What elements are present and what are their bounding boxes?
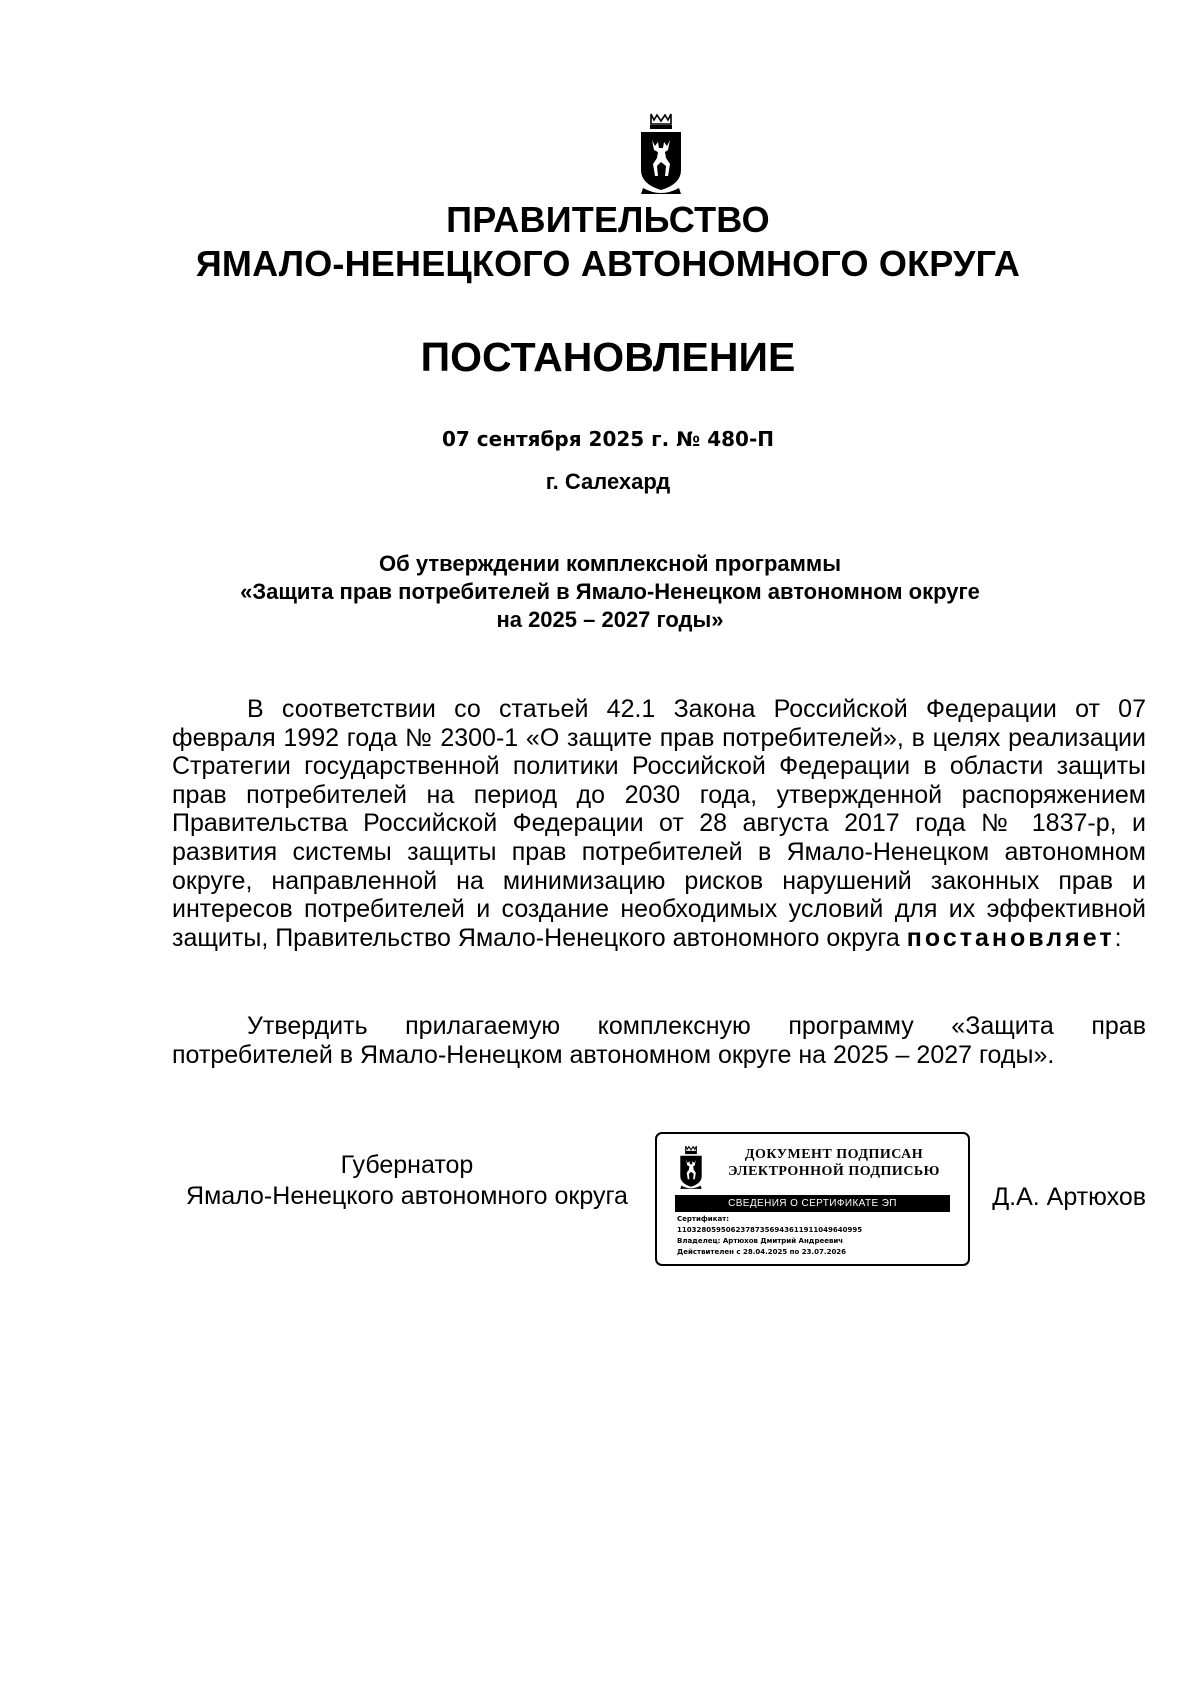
electronic-signature-stamp [655, 1132, 970, 1266]
stamp-title [719, 1146, 949, 1180]
certificate-info-bar: СВЕДЕНИЯ О СЕРТИФИКАТЕ ЭП [675, 1195, 950, 1212]
body-paragraph-2: Утвердить прилагаемую комплексную программу «Защита прав потребителей в Ямало-Ненецком автономном округе на 2025 – 2027 годы». [172, 1012, 1146, 1069]
subject-line3: на 2025 – 2027 годы» [496, 607, 724, 632]
document-place: г. Салехард [545, 469, 671, 494]
org-title-line2: ЯМАЛО-НЕНЕЦКОГО АВТОНОМНОГО ОКРУГА [195, 243, 1021, 284]
coat-of-arms-emblem [637, 112, 685, 198]
body-paragraph-1 [172, 695, 1146, 952]
decree-keyword: постановляет [906, 923, 1115, 952]
subject-line2: «Защита прав потребителей в Ямало-Ненецком автономном округе [240, 579, 980, 604]
signatory-position [172, 1150, 642, 1212]
document-subject [170, 550, 1050, 634]
certificate-details [677, 1214, 962, 1258]
org-title-line1: ПРАВИТЕЛЬСТВО [446, 199, 770, 240]
certificate-validity: Действителен с 28.04.2025 по 23.07.2026 [677, 1248, 847, 1256]
paragraph-1-end: : [1114, 923, 1122, 952]
signatory-position-line1: Губернатор [340, 1151, 474, 1179]
signatory-position-line2: Ямало-Ненецкого автономного округа [186, 1182, 628, 1210]
signatory-name: Д.А. Артюхов [992, 1183, 1146, 1211]
certificate-label: Сертификат: [677, 1215, 730, 1223]
stamp-emblem-icon [678, 1145, 704, 1191]
certificate-number: 11032805950623787356943611911049640995 [677, 1226, 863, 1234]
stamp-title-line1: ДОКУМЕНТ ПОДПИСАН [744, 1147, 924, 1162]
paragraph-1-text: В соответствии со статьей 42.1 Закона Российской Федерации от 07 февраля 1992 года № 2300-1 «О защите прав потребителей», в целях реализации Стратегии государственной политики Российской Федерации в области защиты прав потребителей на период до 2030 года, утвержденной распоряжением Правительства Российской Федерации от 28 августа 2017 года № 1837-р, и развития системы защиты прав потребителей в Ямало-Ненецком автономном округе, направленной на минимизацию рисков нарушений законных прав и интересов потребителей и создание необходимых условий для их эффективной защиты, Правительство Ямало-Ненецкого автономного округа [172, 695, 1146, 952]
certificate-owner: Владелец: Артюхов Дмитрий Андреевич [677, 1237, 844, 1245]
subject-line1: Об утверждении комплексной программы [379, 551, 841, 576]
document-date-number: 07 сентября 2025 г. № 480-П [441, 427, 774, 451]
document-type: ПОСТАНОВЛЕНИЕ [420, 334, 796, 380]
stamp-title-line2: ЭЛЕКТРОННОЙ ПОДПИСЬЮ [728, 1164, 940, 1179]
organization-title [0, 198, 1200, 286]
